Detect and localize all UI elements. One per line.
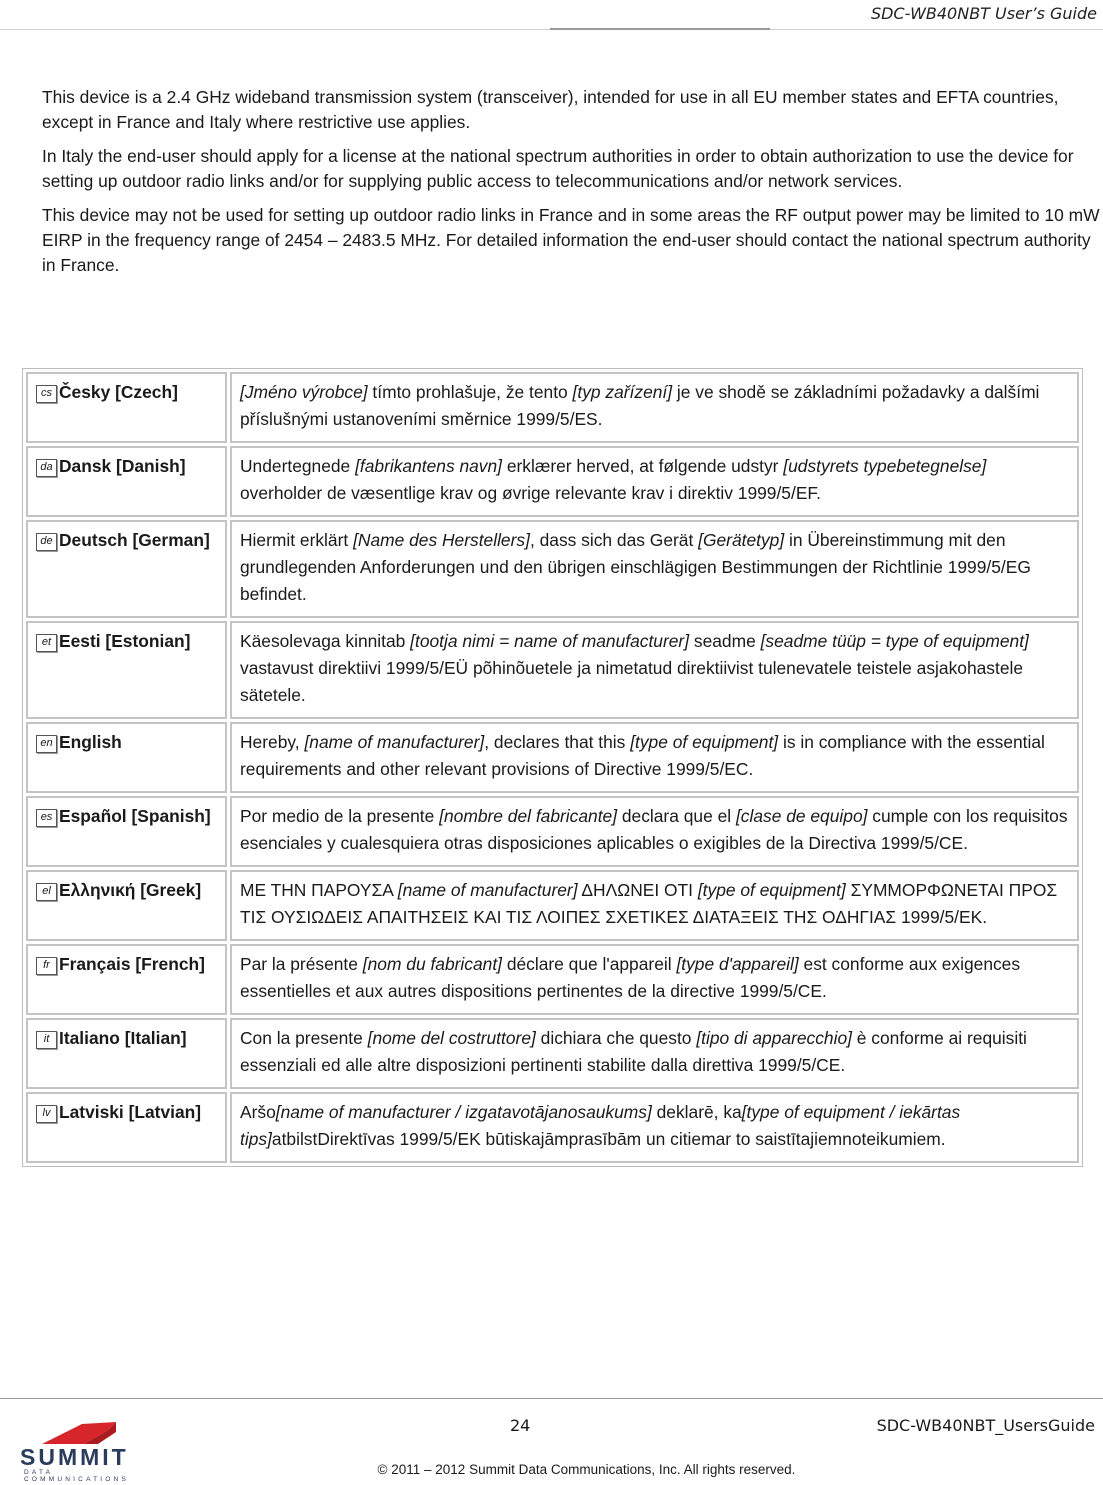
declaration-fragment: , declares that this <box>484 732 631 752</box>
declaration-fragment: ΔΗΛΩΝΕΙ ΟΤΙ <box>577 880 698 900</box>
language-cell <box>26 870 227 941</box>
declaration-row <box>26 796 1079 867</box>
language-code-icon: en <box>36 735 57 753</box>
language-cell <box>26 446 227 517</box>
page-number: 24 <box>510 1416 531 1435</box>
declaration-text <box>230 944 1079 1015</box>
language-cell <box>26 621 227 719</box>
declaration-fragment: in Übereinstimmung mit den grundlegenden Anforderungen und den übrigen einschlägigen Bestimmungen der Richtlinie 1999/5/EG befindet. <box>240 530 1031 604</box>
declaration-fragment: declara que el <box>617 806 736 826</box>
placeholder-text: [udstyrets typebetegnelse] <box>783 456 987 476</box>
declaration-text <box>230 870 1079 941</box>
declaration-fragment: je ve shodě se základními požadavky a dalšími příslušnými ustanoveními směrnice 1999/5/ES. <box>240 382 1040 429</box>
logo-wordmark: SUMMIT <box>20 1444 129 1470</box>
declaration-text <box>230 1018 1079 1089</box>
language-name: Italiano [Italian] <box>59 1028 187 1048</box>
language-cell <box>26 372 227 443</box>
declaration-fragment: è conforme ai requisiti essenziali ed alle altre disposizioni pertinenti stabilite dalla direttiva 1999/5/CE. <box>240 1028 1027 1075</box>
declaration-fragment: dichiara che questo <box>535 1028 697 1048</box>
footer-document-name: SDC-WB40NBT_UsersGuide <box>876 1416 1095 1435</box>
placeholder-text: [seadme tüüp = type of equipment] <box>760 631 1029 651</box>
logo-tagline: DATA COMMUNICATIONS <box>24 1469 129 1483</box>
language-cell <box>26 520 227 618</box>
language-code-icon: cs <box>36 385 57 403</box>
declaration-fragment: déclare que l'appareil <box>501 954 677 974</box>
declaration-text <box>230 446 1079 517</box>
placeholder-text: [name of manufacturer] <box>397 880 578 900</box>
intro-paragraph: In Italy the end-user should apply for a license at the national spectrum authorities in order to obtain authorization to use the device for setting up outdoor radio links and/or for supplying public access to telecommunications and/or network services. <box>42 146 1074 191</box>
declaration-row <box>26 944 1079 1015</box>
language-code-icon: el <box>36 883 57 901</box>
placeholder-text: [type of equipment] <box>630 732 779 752</box>
declaration-row <box>26 1018 1079 1089</box>
language-name: Español [Spanish] <box>59 806 211 826</box>
declaration-fragment: , dass sich das Gerät <box>529 530 699 550</box>
declaration-row <box>26 621 1079 719</box>
language-name: Eesti [Estonian] <box>59 631 191 651</box>
declaration-row <box>26 870 1079 941</box>
placeholder-text: [typ zařízení] <box>572 382 673 402</box>
declaration-fragment: Par la présente <box>240 954 363 974</box>
placeholder-text: [name of manufacturer / izgatavotājanosaukums] <box>275 1102 652 1122</box>
placeholder-text: [nome del costruttore] <box>367 1028 536 1048</box>
declaration-text <box>230 372 1079 443</box>
language-cell <box>26 1092 227 1163</box>
header-title: SDC-WB40NBT User’s Guide <box>870 4 1097 23</box>
declaration-fragment: cumple con los requisitos esenciales y cualesquiera otras disposiciones aplicables o exigibles de la Directiva 1999/5/CE. <box>240 806 1068 853</box>
language-name: Ελληνική [Greek] <box>59 880 202 900</box>
declaration-text <box>230 520 1079 618</box>
declaration-fragment: Hiermit erklärt <box>240 530 354 550</box>
language-code-icon: lv <box>36 1105 57 1123</box>
header-divider-accent <box>550 28 770 30</box>
declaration-fragment: Käesolevaga kinnitab <box>240 631 411 651</box>
placeholder-text: [type of equipment / iekārtas tips] <box>240 1102 961 1149</box>
placeholder-text: [nombre del fabricante] <box>439 806 618 826</box>
placeholder-text: [fabrikantens navn] <box>355 456 503 476</box>
declaration-fragment: Por medio de la presente <box>240 806 440 826</box>
declaration-row <box>26 722 1079 793</box>
language-name: Français [French] <box>59 954 205 974</box>
language-code-icon: et <box>36 634 57 652</box>
language-code-icon: fr <box>36 957 57 975</box>
placeholder-text: [Name des Herstellers] <box>353 530 530 550</box>
declaration-row <box>26 372 1079 443</box>
declaration-row <box>26 1092 1079 1163</box>
declaration-fragment: is in compliance with the essential requirements and other relevant provisions of Directive 1999/5/EC. <box>240 732 1045 779</box>
declaration-text <box>230 796 1079 867</box>
placeholder-text: [tootja nimi = name of manufacturer] <box>410 631 690 651</box>
declaration-fragment: Aršo <box>240 1102 276 1122</box>
declaration-fragment: vastavust direktiivi 1999/5/EÜ põhinõuetele ja nimetatud direktiivist tulenevatele teistele asjakohastele sätetele. <box>240 658 1024 705</box>
placeholder-text: [type d'appareil] <box>676 954 799 974</box>
declaration-fragment: erklærer herved, at følgende udstyr <box>502 456 784 476</box>
intro-paragraph: This device may not be used for setting up outdoor radio links in France and in some areas the RF output power may be limited to 10 mW EIRP in the frequency range of 2454 – 2483.5 MHz. For detailed information the end-user should contact the national spectrum authority in France. <box>42 205 1100 275</box>
language-cell <box>26 944 227 1015</box>
declaration-fragment: overholder de væsentlige krav og øvrige relevante krav i direktiv 1999/5/EF. <box>240 483 821 503</box>
language-name: Latviski [Latvian] <box>59 1102 202 1122</box>
placeholder-text: [Gerätetyp] <box>698 530 785 550</box>
intro-text <box>42 85 1100 287</box>
declaration-text <box>230 1092 1079 1163</box>
placeholder-text: [name of manufacturer] <box>304 732 485 752</box>
language-cell <box>26 722 227 793</box>
language-name: Dansk [Danish] <box>59 456 186 476</box>
declaration-text <box>230 621 1079 719</box>
placeholder-text: [tipo di apparecchio] <box>696 1028 852 1048</box>
language-cell <box>26 1018 227 1089</box>
language-code-icon: it <box>36 1031 57 1049</box>
declaration-text <box>230 722 1079 793</box>
declaration-fragment: ΜΕ ΤΗΝ ΠΑΡΟΥΣΑ <box>240 880 398 900</box>
intro-paragraph: This device is a 2.4 GHz wideband transmission system (transceiver), intended for use in all EU member states and EFTA countries, except in France and Italy where restrictive use applies. <box>42 87 1059 132</box>
language-code-icon: de <box>36 533 57 551</box>
declaration-fragment: Undertegnede <box>240 456 356 476</box>
declaration-fragment: est conforme aux exigences essentielles et aux autres dispositions pertinentes de la directive 1999/5/CE. <box>240 954 1021 1001</box>
language-name: English <box>59 732 122 752</box>
copyright-notice: © 2011 – 2012 Summit Data Communications, Inc. All rights reserved. <box>377 1462 796 1477</box>
language-code-icon: es <box>36 809 57 827</box>
declaration-fragment: deklarē, ka <box>651 1102 742 1122</box>
declaration-row <box>26 520 1079 618</box>
placeholder-text: [clase de equipo] <box>735 806 868 826</box>
placeholder-text: [Jméno výrobce] <box>240 382 368 402</box>
footer-divider <box>0 1398 1103 1399</box>
declaration-fragment: seadme <box>689 631 761 651</box>
language-name: Deutsch [German] <box>59 530 210 550</box>
declaration-fragment: atbilstDirektīvas 1999/5/EK būtiskajāmprasībām un citiemar to saistītajiemnoteikumiem. <box>271 1129 946 1149</box>
language-code-icon: da <box>36 459 57 477</box>
declaration-table <box>22 368 1083 1167</box>
language-cell <box>26 796 227 867</box>
language-name: Česky [Czech] <box>59 382 178 402</box>
placeholder-text: [nom du fabricant] <box>362 954 502 974</box>
declaration-fragment: Con la presente <box>240 1028 368 1048</box>
declaration-row <box>26 446 1079 517</box>
placeholder-text: [type of equipment] <box>697 880 846 900</box>
declaration-fragment: tímto prohlašuje, že tento <box>367 382 573 402</box>
declaration-fragment: ΣΥΜΜΟΡΦΩΝΕΤΑΙ ΠΡΟΣ ΤΙΣ ΟΥΣΙΩΔΕΙΣ ΑΠΑΙΤΗΣΕΙΣ ΚΑΙ ΤΙΣ ΛΟΙΠΕΣ ΣΧΕΤΙΚΕΣ ΔΙΑΤΑΞΕΙΣ ΤΗΣ ΟΔΗΓΙΑΣ 1999/5/ΕΚ. <box>240 880 1058 927</box>
declaration-fragment: Hereby, <box>240 732 305 752</box>
